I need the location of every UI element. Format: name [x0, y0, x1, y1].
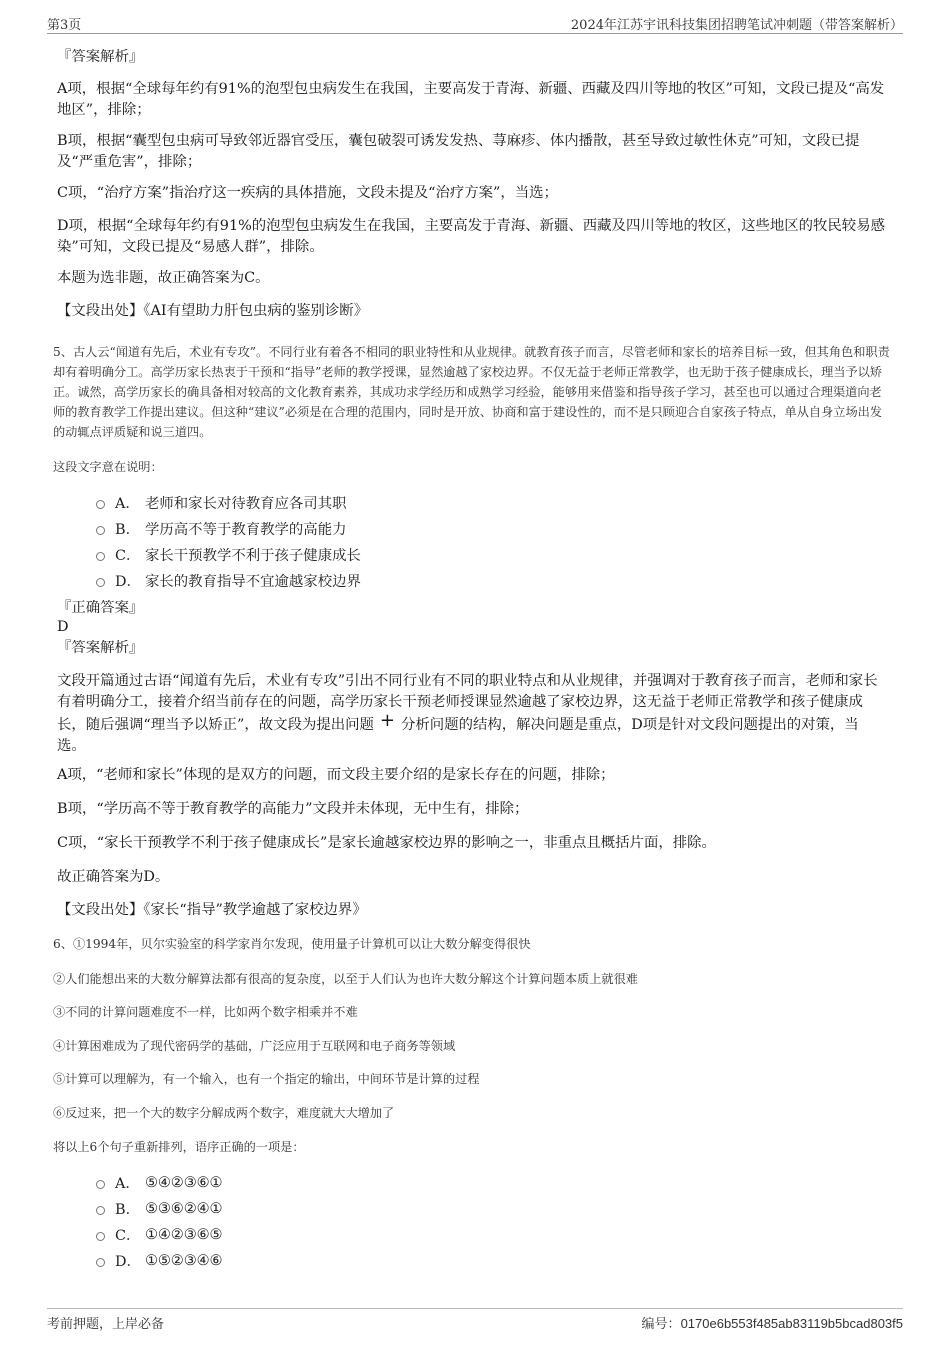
radio-icon[interactable]: [96, 500, 105, 509]
header-divider: [47, 33, 903, 34]
q5-option-c[interactable]: [96, 544, 361, 565]
option-text: ①④②③⑥⑤: [145, 1226, 223, 1243]
q5-correct-label: 『正确答案』: [57, 600, 144, 616]
q5-source: 【文段出处】《家长“指导”教学逾越了家校边界》: [57, 902, 367, 918]
footer-code-label: 编号：: [641, 1317, 681, 1332]
q5-analysis-a: A项，“老师和家长”体现的是双方的问题，而文段主要介绍的是家长存在的问题，排除；: [57, 767, 615, 783]
plus-symbol: +: [379, 710, 396, 731]
option-text: 家长的教育指导不宜逾越家校边界: [145, 574, 361, 590]
q5-correct-value: D: [57, 619, 69, 635]
q4-conclusion: 本题为选非题，故正确答案为C。: [57, 270, 270, 286]
q4-analysis-c: C项，“治疗方案”指治疗这一疾病的具体措施，文段未提及“治疗方案”，当选；: [57, 185, 558, 201]
q5-option-a[interactable]: [96, 492, 346, 513]
option-text: 老师和家长对待教育应各司其职: [145, 496, 347, 512]
q6-sentence-4: ④计算困难成为了现代密码学的基础，广泛应用于互联网和电子商务等领域: [53, 1039, 456, 1053]
radio-icon[interactable]: [96, 552, 105, 561]
q4-source: 【文段出处】《AI有望助力肝包虫病的鉴别诊断》: [57, 303, 369, 319]
q6-sentence-3: ③不同的计算问题难度不一样，比如两个数字相乘并不难: [53, 1005, 358, 1019]
q6-sentence-1: 6、①1994年，贝尔实验室的科学家肖尔发现，使用量子计算机可以让大数分解变得很快: [53, 937, 531, 951]
footer-divider: [47, 1308, 903, 1309]
radio-icon[interactable]: [96, 1232, 105, 1241]
q6-prompt: 将以上6个句子重新排列，语序正确的一项是：: [53, 1140, 305, 1154]
q4-analysis-d: D项，根据“全球每年约有91%的泡型包虫病发生在我国，主要高发于青海、新疆、西藏及四川等地的牧区，这些地区的牧民较易感染”可知，文段已提及“易感人群”，排除。: [57, 218, 885, 255]
footer-code-value: 0170e6b553f485ab83119b5bcad803f5: [680, 1316, 903, 1331]
q5-analysis-label: 『答案解析』: [57, 640, 144, 656]
q5-stem: 5、古人云“闻道有先后，术业有专攻”。不同行业有着各不相同的职业特性和从业规律。就教育孩子而言，尽管老师和家长的培养目标一致，但其角色和职责却有着明确分工。高学历家长热衷于干预和“指导”老师的教学授课，显然逾越了家校边界。不仅无益于老师正常教学，也无助于孩子健康成长，理当予以矫正。诚然，高学历家长的确具备相对较高的文化教育素养，其成功求学经历和成熟学习经验，能够用来借鉴和指导孩子学习，甚至也可以通过合理渠道向老师的教育教学工作提出建议。但这种“建议”必须是在合理的范围内，同时是开放、协商和富于建设性的，而不是只顾迎合自家孩子特点，单从自身立场出发的动辄点评质疑和说三道四。: [53, 345, 890, 439]
analysis-text-part2: 分析问题的结构，解决问题是重点，D项是针对文段问题提出的对策，当选。: [57, 717, 859, 754]
option-text: ⑤③⑥②④①: [145, 1200, 223, 1217]
page-number: 第3页: [47, 18, 82, 33]
radio-icon[interactable]: [96, 578, 105, 587]
q6-option-b[interactable]: [96, 1198, 222, 1219]
option-letter: B．: [115, 1202, 140, 1218]
q4-analysis-b: B项，根据“囊型包虫病可导致邻近器官受压，囊包破裂可诱发发热、荨麻疹、体内播散，甚至导致过敏性休克”可知，文段已提及“严重危害”，排除；: [57, 133, 860, 170]
option-letter: C．: [115, 548, 141, 564]
option-text: 学历高不等于教育教学的高能力: [145, 522, 347, 538]
q6-option-c[interactable]: [96, 1224, 222, 1245]
q4-analysis-a: A项，根据“全球每年约有91%的泡型包虫病发生在我国，主要高发于青海、新疆、西藏及四川等地的牧区”可知，文段已提及“高发地区”，排除；: [57, 81, 885, 118]
option-letter: D．: [115, 574, 141, 590]
option-text: 家长干预教学不利于孩子健康成长: [145, 548, 361, 564]
q5-analysis-c: C项，“家长干预教学不利于孩子健康成长”是家长逾越家校边界的影响之一，非重点且概括片面，排除。: [57, 835, 716, 851]
option-text: ①⑤②③④⑥: [145, 1252, 223, 1269]
q6-option-d[interactable]: [96, 1250, 222, 1271]
radio-icon[interactable]: [96, 1206, 105, 1215]
footer-code: [642, 1313, 903, 1332]
q6-option-a[interactable]: [96, 1172, 222, 1193]
footer-slogan: 考前押题，上岸必备: [47, 1317, 165, 1332]
q5-analysis-b: B项，“学历高不等于教育教学的高能力”文段并未体现，无中生有，排除；: [57, 801, 529, 817]
radio-icon[interactable]: [96, 1258, 105, 1267]
option-letter: A．: [115, 1176, 140, 1192]
document-title: 2024年江苏宇讯科技集团招聘笔试冲刺题（带答案解析）: [570, 18, 903, 33]
q6-sentence-6: ⑥反过来，把一个大的数字分解成两个数字，难度就大大增加了: [53, 1106, 395, 1120]
radio-icon[interactable]: [96, 526, 105, 535]
option-letter: B．: [115, 522, 140, 538]
analysis-text-part1: 文段开篇通过古语“闻道有先后，术业有专攻”引出不同行业有不同的职业特点和从业规律，并强调对于教育孩子而言，老师和家长有着明确分工，接着介绍当前存在的问题，高学历家长干预老师授课显然逾越了家校边界，这无益于老师正常教学和孩子健康成长，随后强调“理当予以矫正”，故文段为提出问题: [57, 673, 878, 733]
option-text: ⑤④②③⑥①: [145, 1174, 223, 1191]
option-letter: C．: [115, 1228, 141, 1244]
q5-analysis-main: [57, 671, 887, 757]
option-letter: A．: [115, 496, 140, 512]
q5-prompt: 这段文字意在说明：: [53, 460, 163, 474]
q6-sentence-2: ②人们能想出来的大数分解算法都有很高的复杂度，以至于人们认为也许大数分解这个计算问题本质上就很难: [53, 972, 638, 986]
radio-icon[interactable]: [96, 1180, 105, 1189]
q5-option-d[interactable]: [96, 570, 361, 591]
option-letter: D．: [115, 1254, 141, 1270]
q6-sentence-5: ⑤计算可以理解为，有一个输入，也有一个指定的输出，中间环节是计算的过程: [53, 1072, 480, 1086]
q4-analysis-label: 『答案解析』: [57, 49, 144, 65]
q5-conclusion: 故正确答案为D。: [57, 869, 170, 885]
q5-option-b[interactable]: [96, 518, 346, 539]
